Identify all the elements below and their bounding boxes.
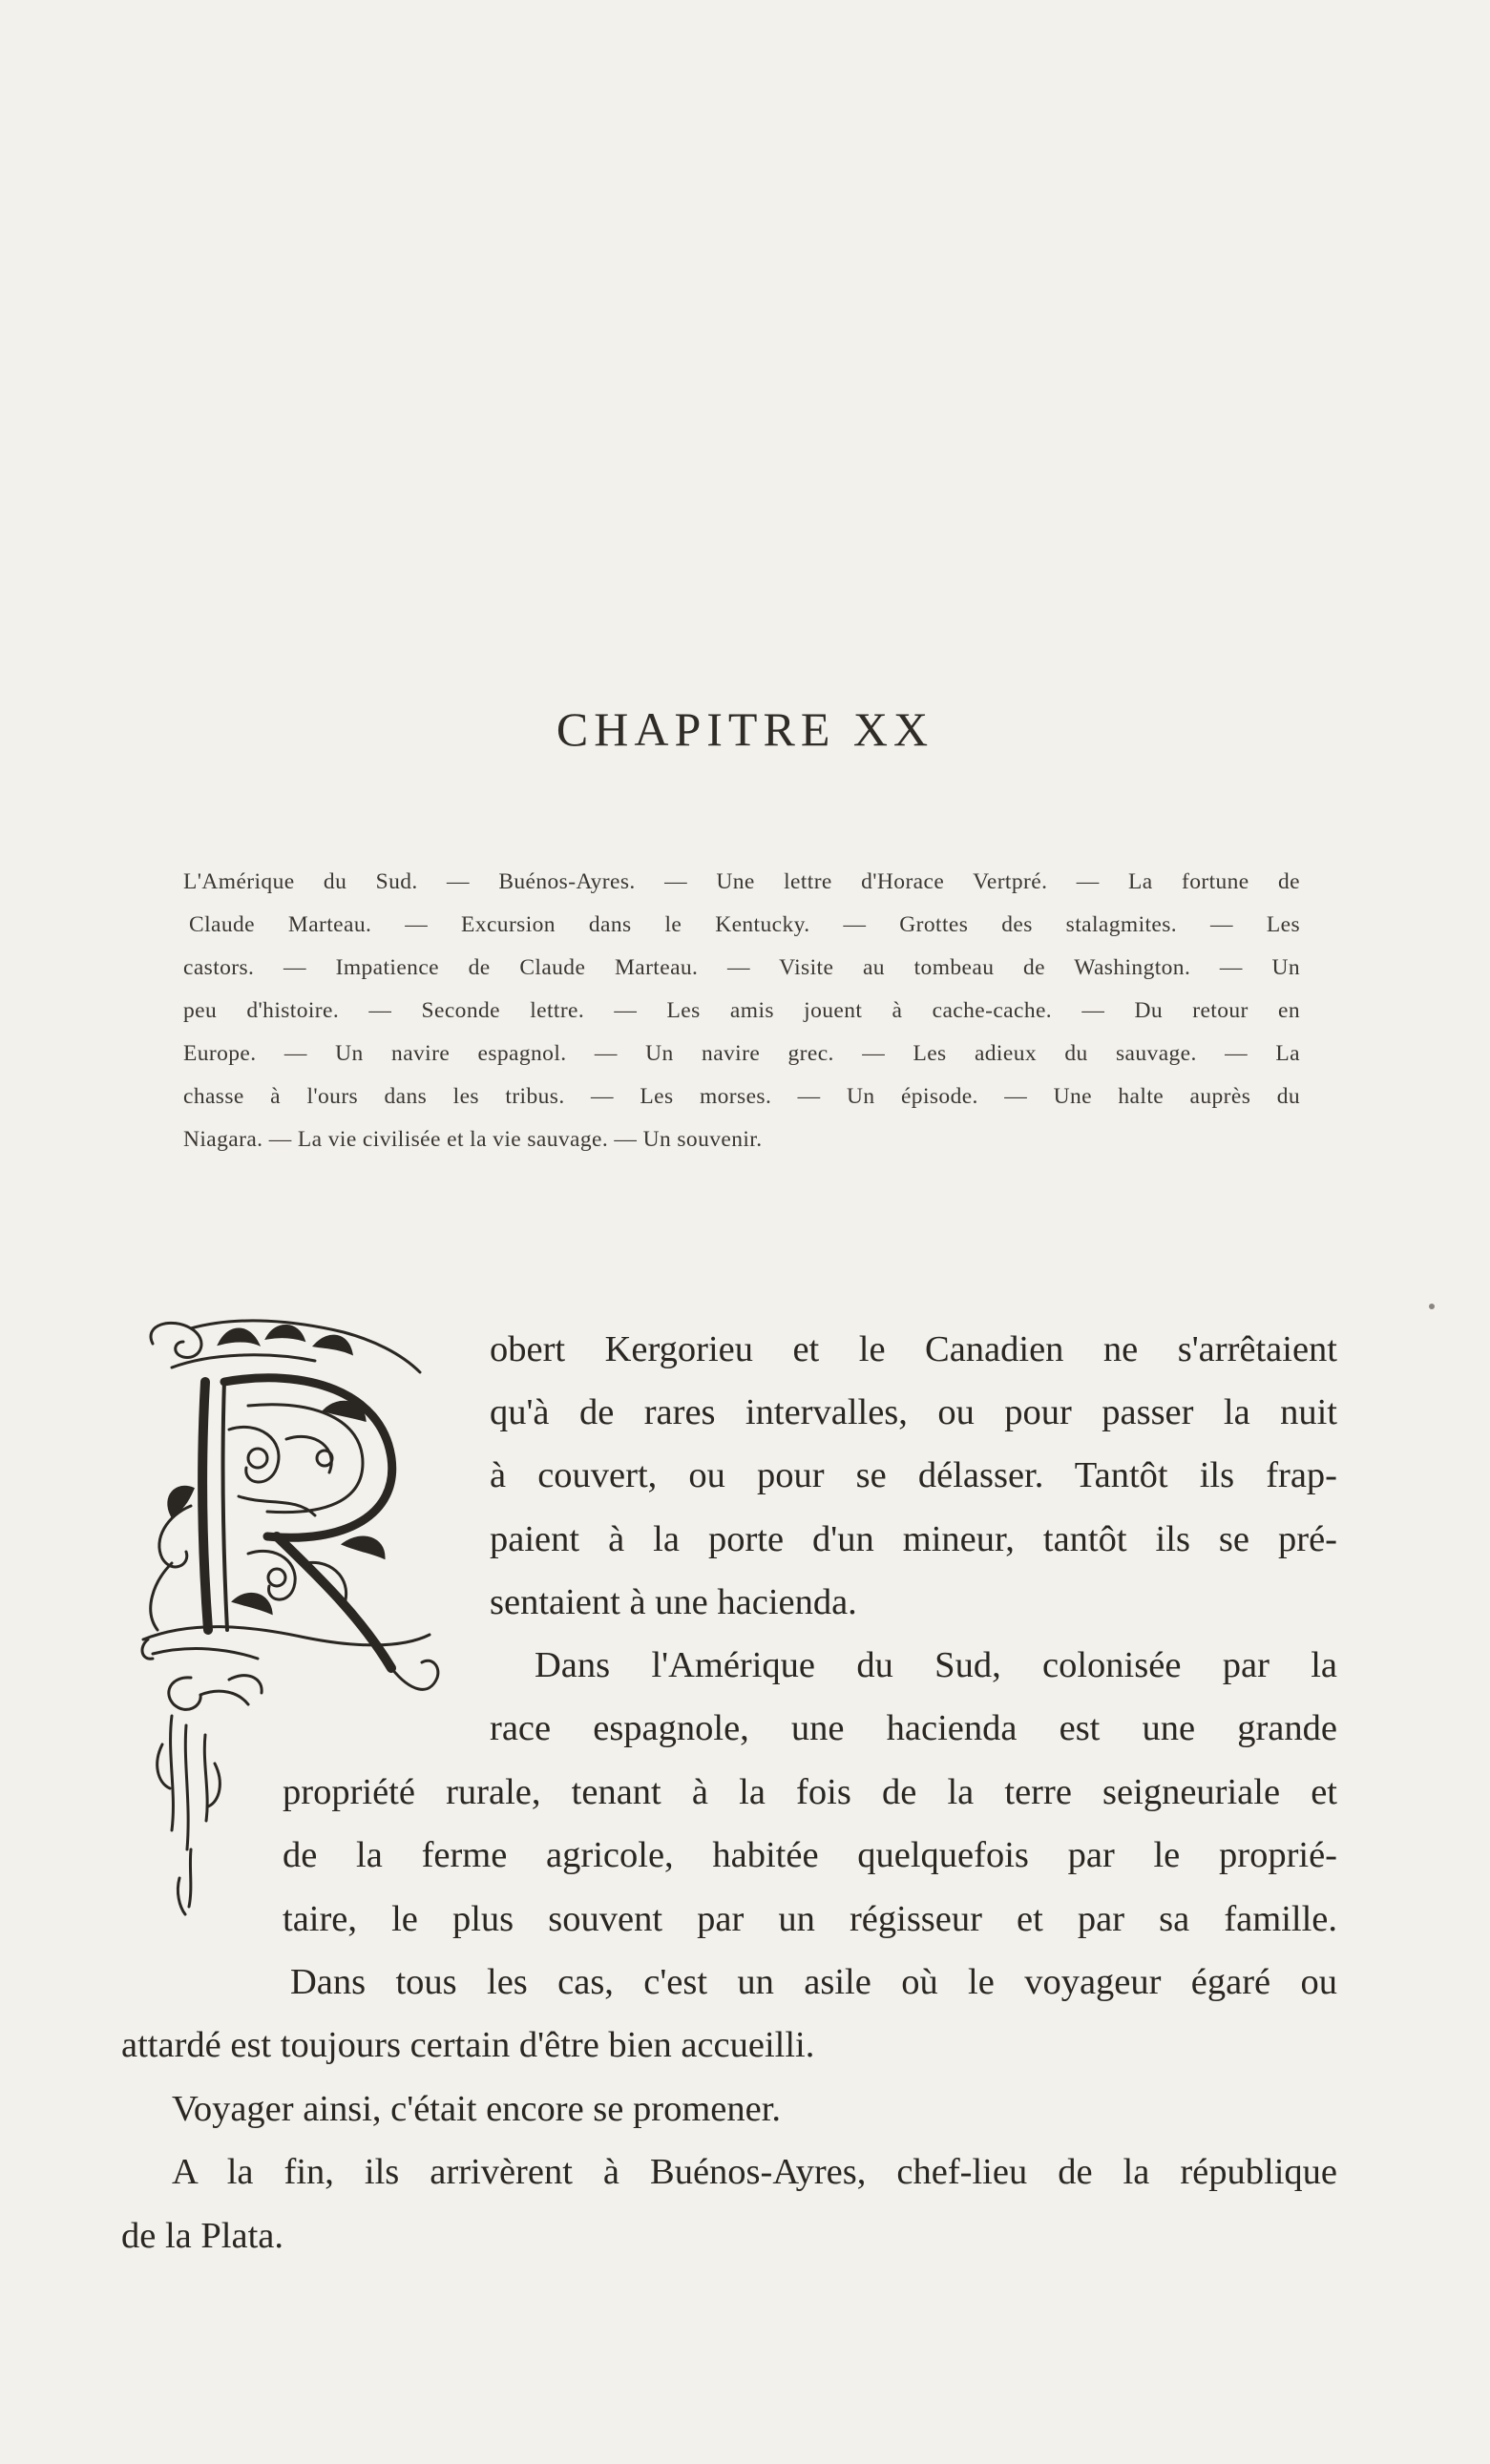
summary-line: Niagara. — La vie civilisée et la vie sauvage. — Un souvenir. — [183, 1127, 763, 1152]
body-text-line: Voyager ainsi, c'était encore se promener. — [172, 2089, 782, 2129]
summary-line: peu d'histoire. — Seconde lettre. — Les amis jouent à cache-cache. — Du retour en — [183, 998, 1300, 1023]
body-text-line: Dans l'Amérique du Sud, colonisée par la — [535, 1645, 1337, 1685]
body-text-line: Dans tous les cas, c'est un asile où le voyageur égaré ou — [290, 1962, 1337, 2002]
body-text-line: obert Kergorieu et le Canadien ne s'arrêtaient — [490, 1329, 1337, 1369]
summary-line: castors. — Impatience de Claude Marteau. — Visite au tombeau de Washington. — Un — [183, 955, 1300, 980]
body-text-line: à couvert, ou pour se délasser. Tantôt ils frap- — [490, 1455, 1337, 1495]
body-text-line: qu'à de rares intervalles, ou pour passer la nuit — [490, 1392, 1337, 1432]
chapter-title: CHAPITRE XX — [556, 702, 934, 756]
chapter-summary — [183, 861, 1300, 1161]
summary-line: Claude Marteau. — Excursion dans le Kentucky. — Grottes des stalagmites. — Les — [189, 912, 1300, 937]
body-text-line: de la Plata. — [121, 2216, 283, 2256]
summary-line: Europe. — Un navire espagnol. — Un navire grec. — Les adieux du sauvage. — La — [183, 1041, 1300, 1066]
ink-speck — [1429, 1304, 1435, 1309]
body-text-line: A la fin, ils arrivèrent à Buénos-Ayres, chef-lieu de la république — [172, 2152, 1337, 2192]
body-text-line: paient à la porte d'un mineur, tantôt ils se pré- — [490, 1519, 1337, 1559]
body-text-line: sentaient à une hacienda. — [490, 1582, 857, 1622]
body-text-line: attardé est toujours certain d'être bien accueilli. — [121, 2025, 815, 2065]
body-text-line: de la ferme agricole, habitée quelquefois par le proprié- — [283, 1835, 1337, 1875]
summary-line: L'Amérique du Sud. — Buénos-Ayres. — Une lettre d'Horace Vertpré. — La fortune de — [183, 869, 1300, 894]
body-text-line: race espagnole, une hacienda est une grande — [490, 1708, 1337, 1748]
body-text-line: taire, le plus souvent par un régisseur et par sa famille. — [283, 1899, 1337, 1939]
summary-line: chasse à l'ours dans les tribus. — Les morses. — Un épisode. — Une halte auprès du — [183, 1084, 1300, 1109]
body-text-line: propriété rurale, tenant à la fois de la terre seigneuriale et — [283, 1772, 1337, 1812]
